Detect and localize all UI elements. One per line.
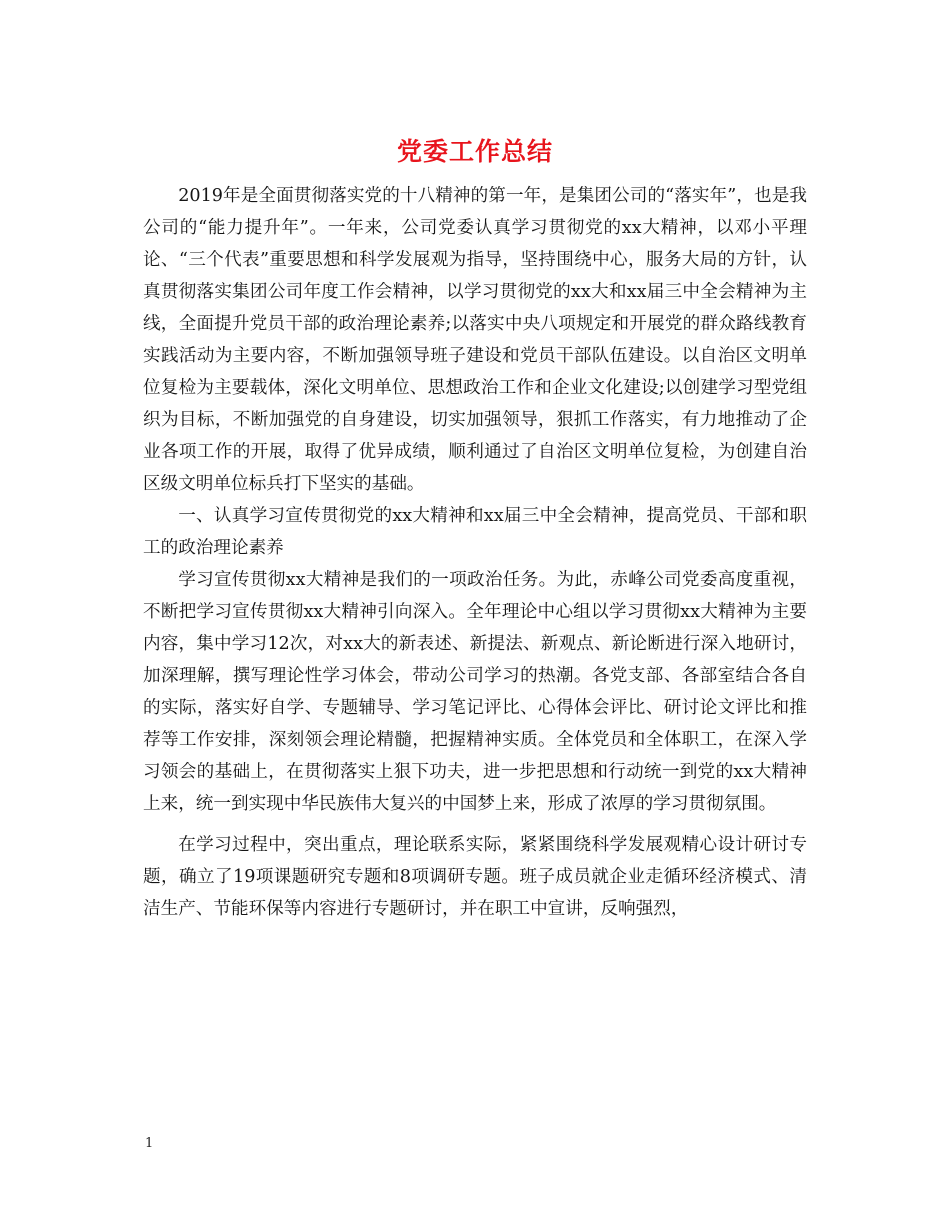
page-number: 1 — [145, 1136, 154, 1151]
paragraph-intro: 2019年是全面贯彻落实党的十八精神的第一年，是集团公司的“落实年”，也是我公司的“能力提升年”。一年来，公司党委认真学习贯彻党的xx大精神，以邓小平理论、“三个代表”重要思想和科学发展观为指导，坚持围绕中心，服务大局的方针，认真贯彻落实集团公司年度工作会精神，以学习贯彻党的xx大和xx届三中全会精神为主线，全面提升党员干部的政治理论素养;以落实中央八项规定和开展党的群众路线教育实践活动为主要内容，不断加强领导班子建设和党员干部队伍建设。以自治区文明单位复检为主要载体，深化文明单位、思想政治工作和企业文化建设;以创建学习型党组织为目标，不断加强党的自身建设，切实加强领导，狠抓工作落实，有力地推动了企业各项工作的开展，取得了优异成绩，顺利通过了自治区文明单位复检，为创建自治区级文明单位标兵打下坚实的基础。 — [143, 186, 807, 494]
document-title: 党委工作总结 — [396, 137, 553, 166]
paragraph-study: 学习宣传贯彻xx大精神是我们的一项政治任务。为此，赤峰公司党委高度重视，不断把学习宣传贯彻xx大精神引向深入。全年理论中心组以学习贯彻xx大精神为主要内容，集中学习12次，对xx大的新表述、新提法、新观点、新论断进行深入地研讨，加深理解，撰写理论性学习体会，带动公司学习的热潮。各党支部、各部室结合各自的实际，落实好自学、专题辅导、学习笔记评比、心得体会评比、研讨论文评比和推荐等工作安排，深刻领会理论精髓，把握精神实质。全体党员和全体职工，在深入学习领会的基础上，在贯彻落实上狠下功夫，进一步把思想和行动统一到党的xx大精神上来，统一到实现中华民族伟大复兴的中国梦上来，形成了浓厚的学习贯彻氛围。 — [143, 570, 807, 814]
paragraph-research: 在学习过程中，突出重点，理论联系实际，紧紧围绕科学发展观精心设计研讨专题，确立了19项课题研究专题和8项调研专题。班子成员就企业走循环经济模式、清洁生产、节能环保等内容进行专题研讨，并在职工中宣讲，反响强烈， — [143, 835, 807, 919]
document-body — [143, 180, 807, 925]
section-heading-one: 一、认真学习宣传贯彻党的xx大精神和xx届三中全会精神，提高党员、干部和职工的政治理论素养 — [143, 506, 807, 558]
